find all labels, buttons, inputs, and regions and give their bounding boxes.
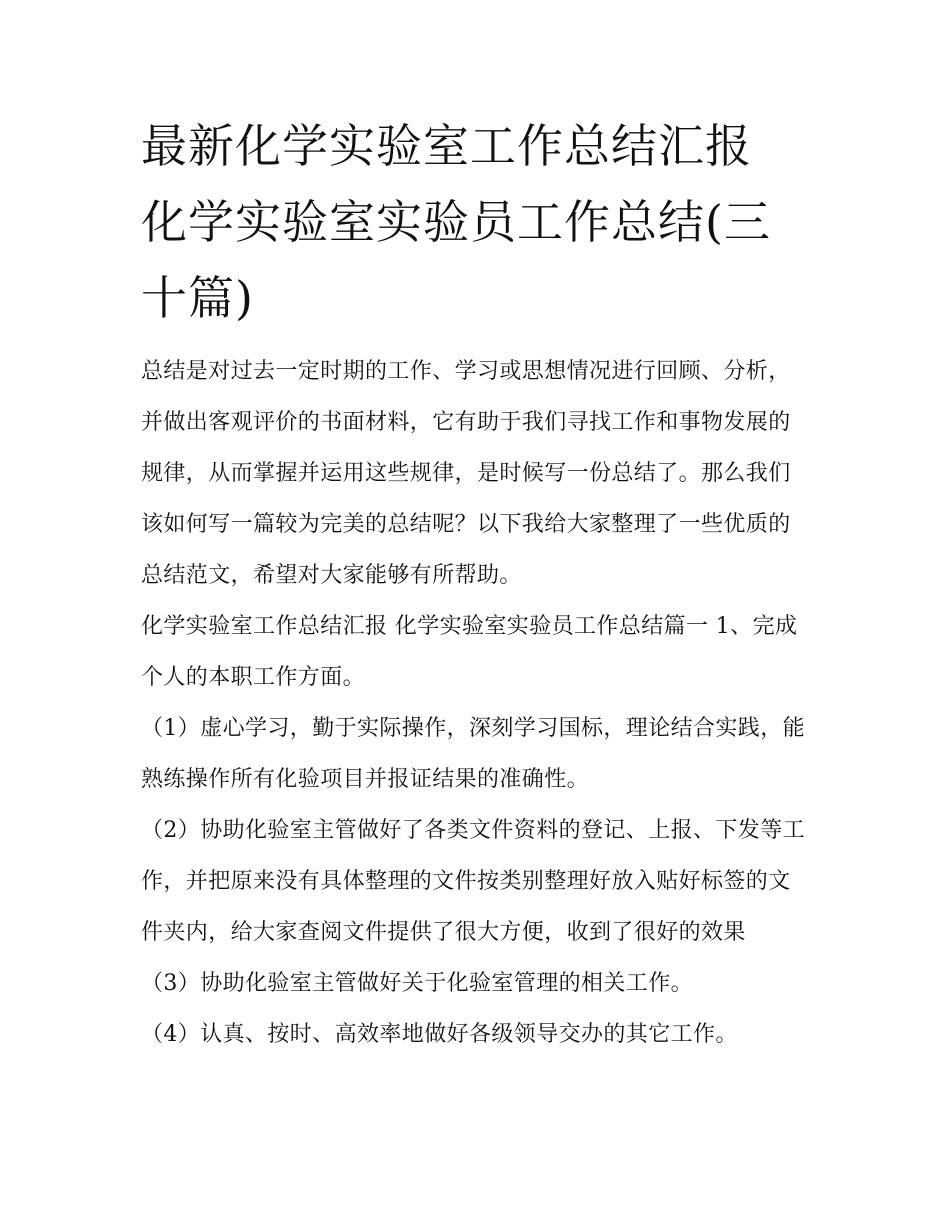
paragraph-section-1: 化学实验室工作总结汇报 化学实验室实验员工作总结篇一 1、完成个人的本职工作方面。 bbox=[141, 614, 798, 690]
paragraph-item-1: （1）虚心学习，勤于实际操作，深刻学习国标，理论结合实践，能熟练操作所有化验项目并报证结果的准确性。 bbox=[141, 716, 805, 792]
paragraph-item-4: （4）认真、按时、高效率地做好各级领导交办的其它工作。 bbox=[141, 1022, 738, 1047]
paragraph-item-3: （3）协助化验室主管做好关于化验室管理的相关工作。 bbox=[141, 971, 693, 996]
document-title: 最新化学实验室工作总结汇报 化学实验室实验员工作总结(三十篇) bbox=[141, 119, 771, 325]
paragraph-item-2: （2）协助化验室主管做好了各类文件资料的登记、上报、下发等工作，并把原来没有具体整理的文件按类别整理好放入贴好标签的文件夹内，给大家查阅文件提供了很大方便，收到了很好的效果 bbox=[141, 818, 805, 945]
paragraph-intro: 总结是对过去一定时期的工作、学习或思想情况进行回顾、分析，并做出客观评价的书面材料，它有助于我们寻找工作和事物发展的规律，从而掌握并运用这些规律，是时候写一份总结了。那么我们该如何写一篇较为完美的总结呢？以下我给大家整理了一些优质的总结范文，希望对大家能够有所帮助。 bbox=[141, 359, 791, 588]
